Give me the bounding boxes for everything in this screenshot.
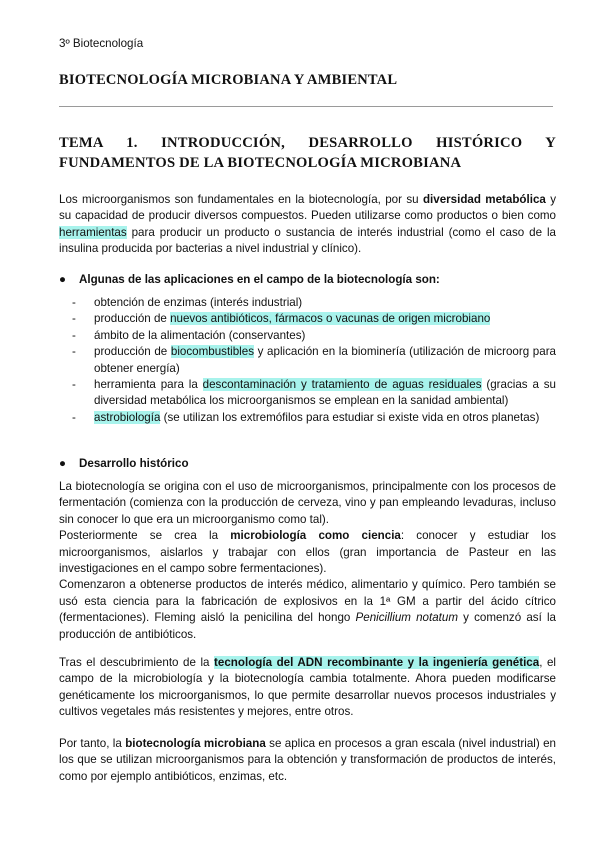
header-divider xyxy=(59,106,553,107)
list-item-text: producción de xyxy=(94,345,171,359)
historia-bold-microbiologia: microbiología como ciencia xyxy=(230,529,401,543)
historia-text: Tras el descubrimiento de la xyxy=(59,656,215,669)
historia-text: , el campo de la microbiología y la biotecnología cambia totalmente. Ahora pueden modificarse genéticamente los microorganismos, lo que permite desarrollar nuevos procesos industriales y cultivos vegetales más resistentes y mejores, entre otros. xyxy=(59,656,556,719)
historia-paragraph-2 xyxy=(59,528,556,577)
dash-icon: - xyxy=(72,296,76,309)
list-item-highlight: nuevos antibióticos, fármacos o vacunas de origen microbiano xyxy=(170,312,491,326)
dash-icon: - xyxy=(72,378,76,392)
list-item xyxy=(72,328,556,344)
list-item-text: herramienta para la xyxy=(94,378,203,392)
dash-icon: - xyxy=(72,410,76,424)
intro-highlight-herramientas: herramientas xyxy=(59,225,127,239)
list-item xyxy=(72,295,556,311)
historia-heading-text: Desarrollo histórico xyxy=(79,457,189,470)
list-item-text: (se utilizan los extremófilos para estudiar si existe vida en otros planetas) xyxy=(160,410,540,424)
list-item-text: y aplicación en la biominería (utilización de microorg para obtener energía) xyxy=(94,345,556,375)
list-item-highlight: biocombustibles xyxy=(170,345,255,359)
list-item xyxy=(72,410,556,426)
dash-icon: - xyxy=(72,328,76,342)
list-item xyxy=(72,344,556,377)
list-item-text: (gracias a su diversidad metabólica los microorganismos se emplean en la sanidad ambiental) xyxy=(94,378,556,408)
intro-bold-diversidad: diversidad metabólica xyxy=(422,193,546,206)
historia-text: y comenzó así la producción de antibióticos. xyxy=(59,611,556,641)
historia-paragraph-3 xyxy=(59,577,556,643)
historia-bold-biotecnologia: biotecnología microbiana xyxy=(125,737,266,750)
course-label: 3º Biotecnología xyxy=(59,37,144,50)
subject-title: BIOTECNOLOGÍA MICROBIANA Y AMBIENTAL xyxy=(59,72,398,88)
aplicaciones-heading xyxy=(59,272,556,288)
historia-text: Por tanto, la xyxy=(59,737,126,750)
bullet-icon: ● xyxy=(59,457,67,470)
historia-text: Posteriormente se crea la xyxy=(59,529,231,543)
aplicaciones-heading-text: Algunas de las aplicaciones en el campo de la biotecnología son: xyxy=(79,273,440,286)
intro-paragraph xyxy=(59,192,556,258)
intro-text-2: y su capacidad de producir diversos compuestos. Pueden utilizarse como productos o bien como xyxy=(59,193,556,223)
historia-paragraph-1: La biotecnología se origina con el uso de microorganismos, principalmente con los procesos de fermentación (comienza con la producción de cerveza, vino y pan empleando levaduras, incluso sin conocer lo que era un microorganismo como tal). xyxy=(59,480,556,526)
bullet-icon: ● xyxy=(59,273,67,286)
historia-paragraph-4 xyxy=(59,655,556,721)
intro-text-3: para producir un producto o sustancia de interés industrial (como el caso de la insulina producida por bacterias a nivel industrial y clínico). xyxy=(59,225,556,256)
intro-text-1: Los microorganismos son fundamentales en la biotecnología, por su xyxy=(59,193,423,206)
list-item-text: obtención de enzimas (interés industrial) xyxy=(94,296,303,309)
historia-text: se aplica en procesos a gran escala (nivel industrial) en los que se utilizan microorganismos para la obtención y transformación de productos de interés, como por ejemplo antibióticos, enzimas, etc. xyxy=(59,737,556,783)
dash-icon: - xyxy=(72,312,76,326)
historia-text: Comenzaron a obtenerse productos de interés médico, alimentario y químico. Pero también se usó esta ciencia para la fabricación de explosivos en la 1ª GM a partir del ácido cítrico (fermentaciones). Fleming aisló la penicilina del hongo xyxy=(59,578,556,625)
list-item xyxy=(72,377,556,410)
list-item-highlight: descontaminación y tratamiento de aguas residuales xyxy=(202,378,482,392)
historia-text: : conocer y estudiar los microorganismos, aislarlos y trabajar con ellos (gran importancia de Pasteur en las investigaciones en el campo sobre fermentaciones). xyxy=(59,529,556,576)
list-item-text: producción de xyxy=(94,312,171,326)
historia-heading xyxy=(59,456,556,472)
dash-icon: - xyxy=(72,345,76,359)
historia-body xyxy=(59,479,556,643)
aplicaciones-list xyxy=(72,295,556,426)
tema-title: TEMA 1. INTRODUCCIÓN, DESARROLLO HISTÓRICO Y FUNDAMENTOS DE LA BIOTECNOLOGÍA MICROBIANA xyxy=(59,135,556,171)
historia-paragraph-5 xyxy=(59,736,556,785)
historia-italic-penicillium: Penicillium notatum xyxy=(355,611,458,625)
list-item-highlight: astrobiología xyxy=(94,410,161,424)
historia-highlight-adn: tecnología del ADN recombinante y la ingeniería genética xyxy=(214,656,540,669)
list-item-text: ámbito de la alimentación (conservantes) xyxy=(94,328,306,342)
list-item xyxy=(72,311,556,327)
